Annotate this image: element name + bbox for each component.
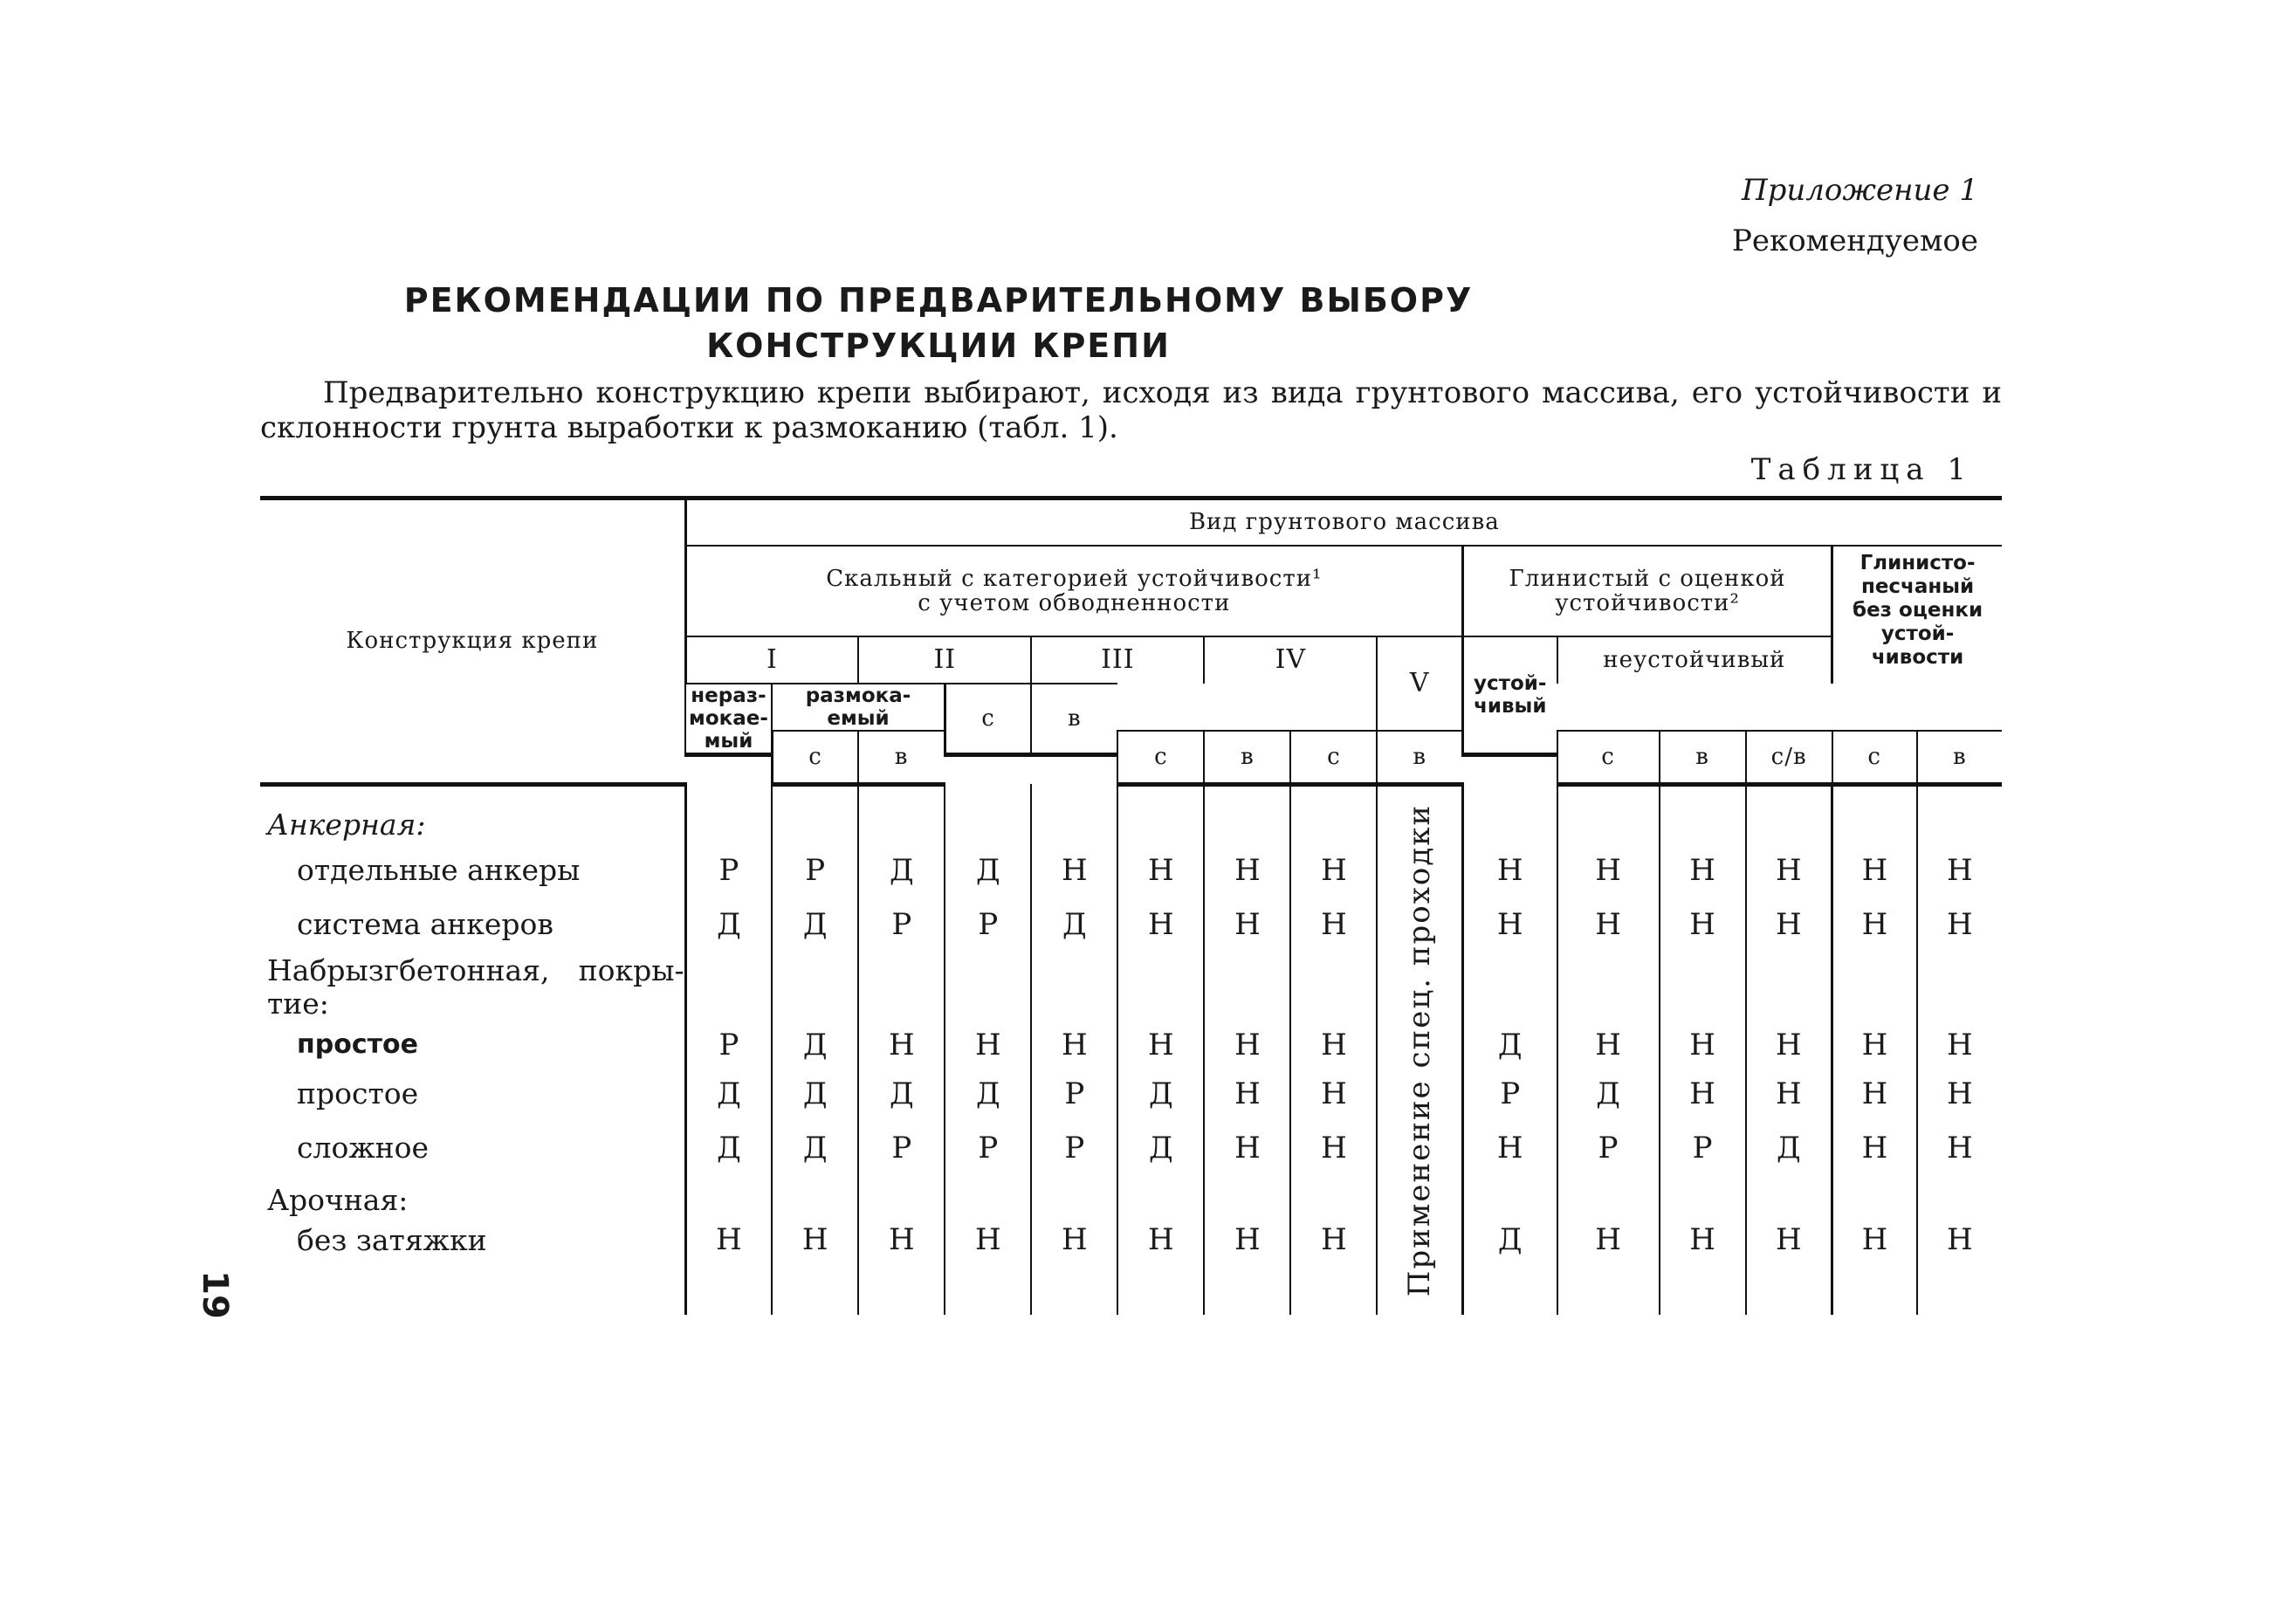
cell: Н xyxy=(1746,897,1832,952)
rocky-header-line-1: Скальный с категорией устойчивости¹ xyxy=(826,565,1323,592)
clay-header-line-2: устойчивости² xyxy=(1555,589,1740,616)
cell: Д xyxy=(685,897,772,952)
cell: Н xyxy=(1746,843,1832,897)
cell: Н xyxy=(1557,1023,1660,1067)
cell: Н xyxy=(1290,1067,1377,1121)
cell: Д xyxy=(772,1023,858,1067)
cell: Д xyxy=(1462,1023,1557,1067)
cell: Д xyxy=(858,1067,945,1121)
cell: Р xyxy=(945,897,1031,952)
special-note-cell xyxy=(1377,784,1462,1315)
non-soaking-line: мый xyxy=(704,729,753,753)
row-label: система анкеров xyxy=(297,907,553,941)
cell: Н xyxy=(1290,1023,1377,1067)
cell: Н xyxy=(1031,1023,1117,1067)
cell: Н xyxy=(1204,1121,1290,1175)
cell: Н xyxy=(1917,1023,2002,1067)
cell: Н xyxy=(1557,1219,1660,1315)
row-label: простое xyxy=(297,1029,418,1060)
non-soaking-line: мокае- xyxy=(689,706,768,730)
row-label: без затяжки xyxy=(297,1223,487,1257)
stable-header xyxy=(1462,636,1557,755)
rocky-header-line-2: с учетом обводненности xyxy=(918,589,1231,616)
cell: Н xyxy=(945,1023,1031,1067)
cell: Н xyxy=(1917,1067,2002,1121)
sub-v: в xyxy=(1917,731,2002,785)
cell: Н xyxy=(1117,1023,1204,1067)
cell: Н xyxy=(858,1023,945,1067)
cell: Д xyxy=(1746,1121,1832,1175)
cell: Р xyxy=(772,843,858,897)
cell: Д xyxy=(772,897,858,952)
clay-header-line-1: Глинистый с оценкой xyxy=(1509,565,1786,592)
cell: Н xyxy=(1660,897,1746,952)
cell: Р xyxy=(685,843,772,897)
sandy-header-line: чивости xyxy=(1871,645,1964,669)
cell: Д xyxy=(685,1067,772,1121)
category-III: III xyxy=(1031,636,1204,684)
row-label: отдельные анкеры xyxy=(297,853,581,887)
category-IV: IV xyxy=(1204,636,1377,684)
cell: Р xyxy=(1031,1067,1117,1121)
intro-paragraph: Предварительно конструкцию крепи выбирают, исходя из вида грунтового массива, его устойчивости и склонности грунта выработки к размоканию (табл. 1). xyxy=(260,375,2002,445)
recommendation-table xyxy=(260,496,2002,1315)
appendix-label: Приложение 1 xyxy=(1741,173,1978,208)
cell: Н xyxy=(1746,1067,1832,1121)
cell: Н xyxy=(1660,1023,1746,1067)
cell: Р xyxy=(945,1121,1031,1175)
group-label-arch: Арочная: xyxy=(267,1183,409,1217)
cell: Н xyxy=(1204,1219,1290,1315)
cell: Н xyxy=(1746,1023,1832,1067)
cell: Н xyxy=(1462,1121,1557,1175)
cell: Н xyxy=(1031,1219,1117,1315)
cell: Р xyxy=(858,897,945,952)
sandy-header-line: песчаный xyxy=(1860,574,1975,598)
cell: Р xyxy=(1660,1121,1746,1175)
cell: Н xyxy=(1204,897,1290,952)
soaking-header xyxy=(772,684,945,731)
cell: Н xyxy=(1832,897,1917,952)
stub-header: Конструкция крепи xyxy=(260,499,685,785)
table-row xyxy=(260,843,2002,897)
cell: Р xyxy=(1557,1121,1660,1175)
cell: Н xyxy=(1290,897,1377,952)
cell: Д xyxy=(945,843,1031,897)
cell: Д xyxy=(1462,1219,1557,1315)
sandy-header xyxy=(1832,546,2002,684)
cell: Н xyxy=(1204,1067,1290,1121)
cell: Д xyxy=(1117,1121,1204,1175)
non-soaking-line: нераз- xyxy=(691,684,766,707)
cell: Н xyxy=(1204,843,1290,897)
sub-c: с xyxy=(1290,731,1377,785)
cell: Д xyxy=(685,1121,772,1175)
cell: Д xyxy=(1031,897,1117,952)
cell: Н xyxy=(1290,1219,1377,1315)
cell: Н xyxy=(945,1219,1031,1315)
category-I: I xyxy=(685,636,858,684)
cell: Н xyxy=(1832,1219,1917,1315)
cell: Н xyxy=(772,1219,858,1315)
sub-c: с xyxy=(1557,731,1660,785)
cell: Н xyxy=(1557,843,1660,897)
cell: Н xyxy=(1290,1121,1377,1175)
cell: Р xyxy=(685,1023,772,1067)
sub-cv: с/в xyxy=(1746,731,1832,785)
page-number: 19 xyxy=(194,1270,235,1319)
cell: Н xyxy=(685,1219,772,1315)
soaking-line: емый xyxy=(827,706,890,730)
table-caption: Таблица 1 xyxy=(1750,452,1973,487)
table-row xyxy=(260,1023,2002,1067)
sandy-header-line: Глинисто- xyxy=(1859,551,1976,574)
cell: Н xyxy=(1557,897,1660,952)
sub-v: в xyxy=(1031,684,1117,755)
sub-v: в xyxy=(858,731,945,785)
sub-c: с xyxy=(772,731,858,785)
title-line-1: РЕКОМЕНДАЦИИ ПО ПРЕДВАРИТЕЛЬНОМУ ВЫБОРУ xyxy=(403,281,1474,320)
cell: Н xyxy=(1917,843,2002,897)
cell: Н xyxy=(1117,897,1204,952)
clay-header xyxy=(1462,546,1832,636)
cell: Н xyxy=(1660,843,1746,897)
cell: Н xyxy=(1660,1219,1746,1315)
sandy-header-line: без оценки xyxy=(1853,598,1983,622)
cell: Н xyxy=(1462,843,1557,897)
cell: Н xyxy=(1832,1121,1917,1175)
rocky-header xyxy=(685,546,1462,636)
cell: Н xyxy=(1832,1023,1917,1067)
cell: Н xyxy=(1462,897,1557,952)
cell: Н xyxy=(1204,1023,1290,1067)
cell: Д xyxy=(945,1067,1031,1121)
cell: Д xyxy=(772,1067,858,1121)
sub-c: с xyxy=(1832,731,1917,785)
sub-c: с xyxy=(945,684,1031,755)
cell: Н xyxy=(1832,1067,1917,1121)
cell: Н xyxy=(1290,843,1377,897)
cell: Д xyxy=(858,843,945,897)
table-row xyxy=(260,1121,2002,1175)
special-note: Применение спец. проходки xyxy=(1402,804,1438,1297)
page-title xyxy=(0,278,1877,368)
table-row xyxy=(260,1219,2002,1315)
row-label: сложное xyxy=(297,1131,430,1165)
category-V: V xyxy=(1377,636,1462,731)
cell: Н xyxy=(858,1219,945,1315)
row-label: простое xyxy=(297,1076,419,1110)
unstable-header: неустойчивый xyxy=(1557,636,1832,684)
non-soaking-header xyxy=(685,684,772,755)
cell: Д xyxy=(1117,1067,1204,1121)
cell: Р xyxy=(1031,1121,1117,1175)
group-header: Вид грунтового массива xyxy=(685,499,2002,546)
group-label-anchor: Анкерная: xyxy=(267,808,426,842)
cell: Р xyxy=(858,1121,945,1175)
table-row xyxy=(260,897,2002,952)
cell: Н xyxy=(1117,843,1204,897)
cell: Д xyxy=(772,1121,858,1175)
table-row xyxy=(260,1067,2002,1121)
status-label: Рекомендуемое xyxy=(1731,223,1978,258)
cell: Н xyxy=(1832,843,1917,897)
group-label-shotcrete: Набрызгбетонная, покры-тие: xyxy=(267,953,684,1021)
title-line-2: КОНСТРУКЦИИ КРЕПИ xyxy=(706,327,1171,365)
cell: Р xyxy=(1462,1067,1557,1121)
cell: Н xyxy=(1917,1121,2002,1175)
cell: Н xyxy=(1117,1219,1204,1315)
sub-c: с xyxy=(1117,731,1204,785)
soaking-line: размока- xyxy=(805,684,911,707)
sub-v: в xyxy=(1377,731,1462,785)
cell: Н xyxy=(1746,1219,1832,1315)
cell: Н xyxy=(1917,897,2002,952)
stable-header-line: устой- xyxy=(1474,671,1547,695)
cell: Д xyxy=(1557,1067,1660,1121)
cell: Н xyxy=(1917,1219,2002,1315)
sub-v: в xyxy=(1204,731,1290,785)
sub-v: в xyxy=(1660,731,1746,785)
stable-header-line: чивый xyxy=(1474,694,1547,718)
sandy-header-line: устой- xyxy=(1880,622,1955,645)
cell: Н xyxy=(1031,843,1117,897)
category-II: II xyxy=(858,636,1031,684)
cell: Н xyxy=(1660,1067,1746,1121)
